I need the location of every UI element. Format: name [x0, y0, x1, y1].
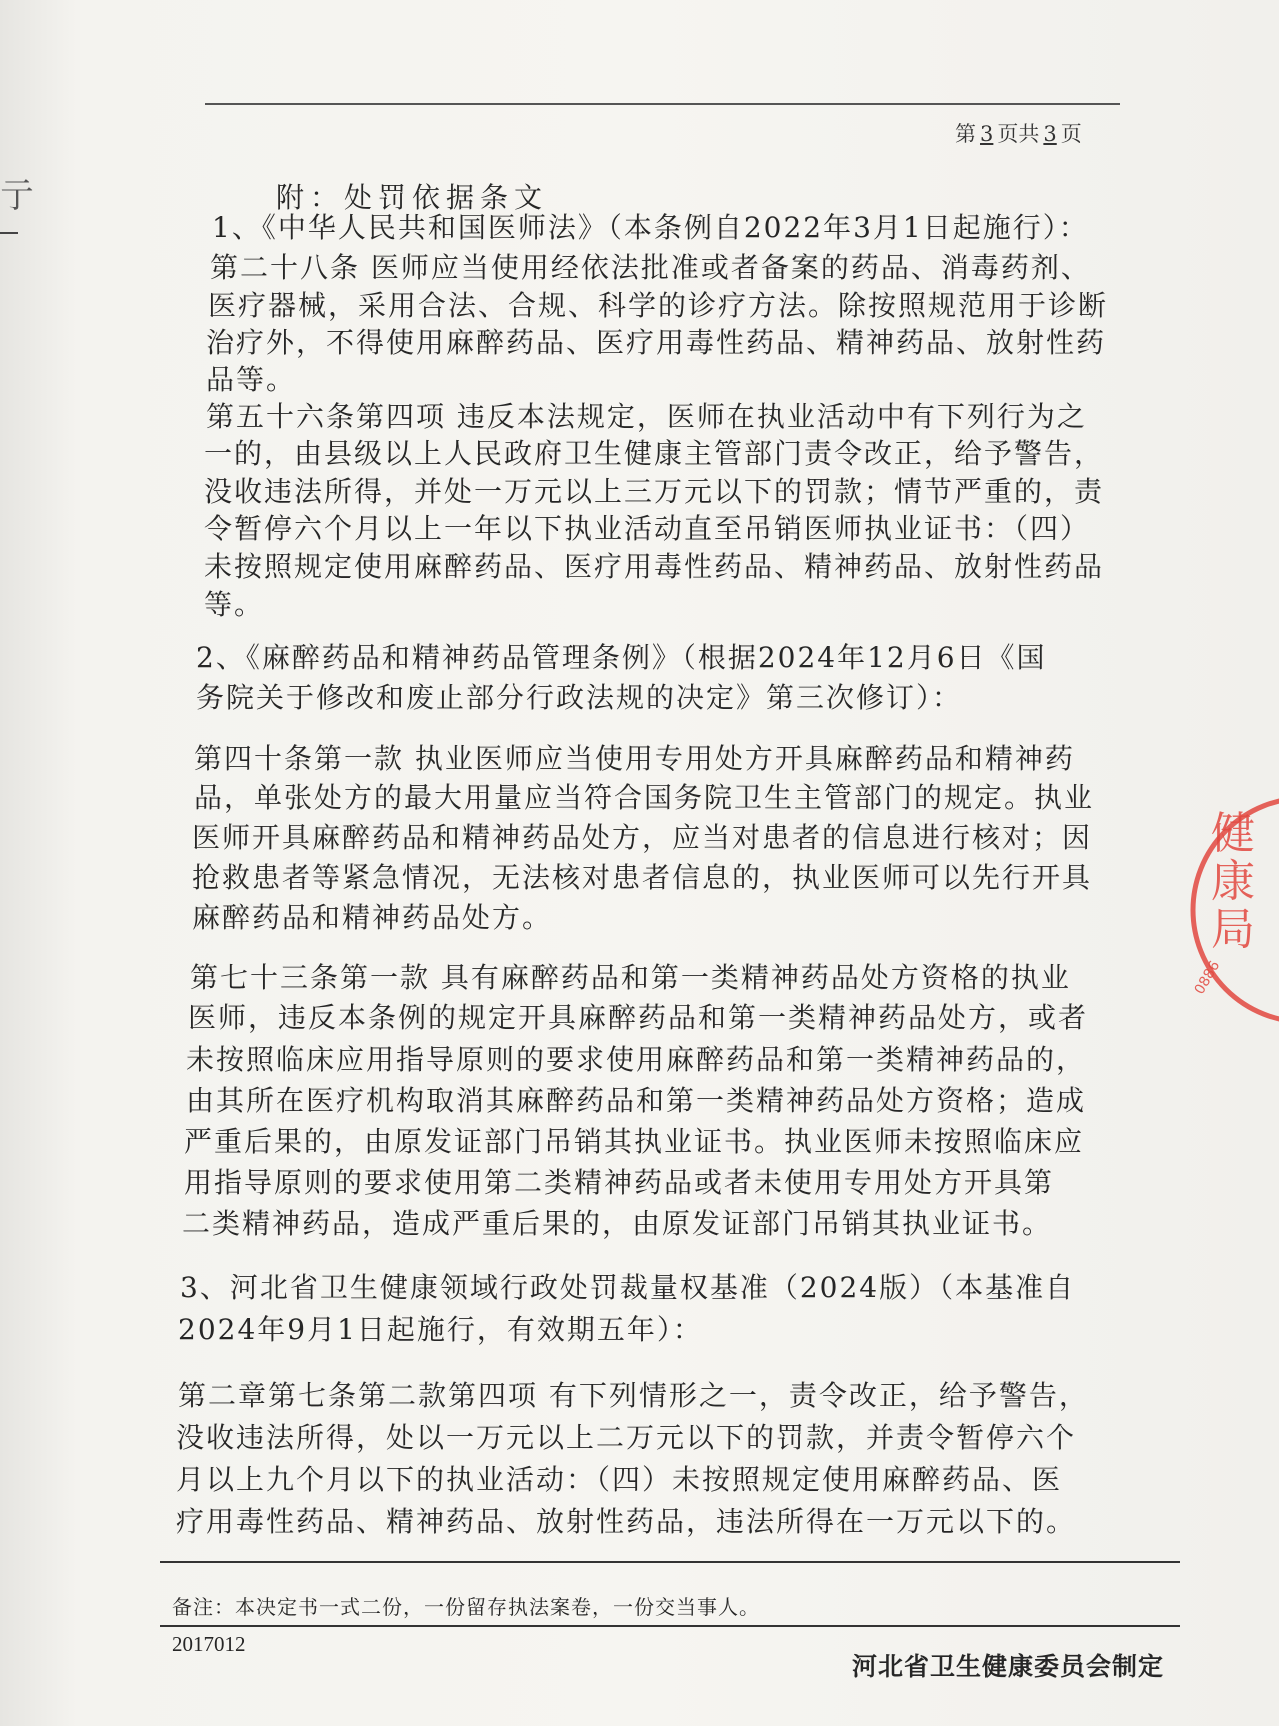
text-line: 第五十六条第四项 违反本法规定，医师在执业活动中有下列行为之 [206, 400, 1087, 433]
text-line: 3、河北省卫生健康领域行政处罚裁量权基准（2024版）（本基准自 [180, 1271, 1076, 1304]
footer-rule [160, 1625, 1180, 1627]
text-line: 治疗外，不得使用麻醉药品、医疗用毒性药品、精神药品、放射性药 [206, 326, 1107, 359]
text-line: 一的，由县级以上人民政府卫生健康主管部门责令改正，给予警告， [204, 437, 1105, 470]
text-line: 品，单张处方的最大用量应当符合国务院卫生主管部门的规定。执业 [194, 781, 1095, 814]
issuer: 河北省卫生健康委员会制定 [852, 1652, 1165, 1681]
text-line: 月以上九个月以下的执业活动：（四）未按照规定使用麻醉药品、医 [176, 1463, 1063, 1496]
text-line: 务院关于修改和废止部分行政法规的决定》第三次修订）： [196, 681, 963, 714]
page-current: 3 [980, 122, 994, 146]
seal-char: 康 [1211, 856, 1255, 907]
page-number [955, 118, 1082, 148]
text-line: 未按照临床应用指导原则的要求使用麻醉药品和第一类精神药品的， [186, 1043, 1087, 1076]
text-line: 由其所在医疗机构取消其麻醉药品和第一类精神药品处方资格；造成 [186, 1084, 1087, 1117]
page-suffix: 页 [1060, 122, 1082, 146]
text-line: 医师，违反本条例的规定开具麻醉药品和第一类精神药品处方，或者 [188, 1001, 1089, 1034]
seal-char: 局 [1211, 904, 1255, 955]
text-line: 第四十条第一款 执业医师应当使用专用处方开具麻醉药品和精神药 [194, 742, 1075, 775]
text-line: 1、《中华人民共和国医师法》（本条例自2022年3月1日起施行）： [212, 211, 1089, 244]
text-line: 令暂停六个月以上一年以下执业活动直至吊销医师执业证书：（四） [204, 512, 1091, 545]
top-rule [205, 103, 1120, 105]
text-line: 用指导原则的要求使用第二类精神药品或者未使用专用处方开具第 [184, 1166, 1055, 1199]
text-line: 未按照规定使用麻醉药品、医疗用毒性药品、精神药品、放射性药品 [204, 550, 1105, 583]
official-seal [1185, 790, 1279, 1030]
seal-number: 0886 [1191, 958, 1224, 998]
page-prefix: 第 [955, 122, 976, 146]
text-line: 医师开具麻醉药品和精神药品处方，应当对患者的信息进行核对；因 [192, 821, 1093, 854]
text-line: 没收违法所得，并处一万元以上三万元以下的罚款；情节严重的，责 [204, 475, 1105, 508]
attachment-heading: 附：处罚依据条文 [276, 181, 549, 214]
text-line: 二类精神药品，造成严重后果的，由原发证部门吊销其执业证书。 [182, 1207, 1053, 1240]
text-line: 品等。 [206, 363, 297, 396]
page-total: 3 [1043, 122, 1057, 146]
bottom-rule [160, 1561, 1180, 1563]
footer-note: 备注：本决定书一式二份，一份留存执法案卷，一份交当事人。 [172, 1595, 760, 1619]
text-line: 疗用毒性药品、精神药品、放射性药品，违法所得在一万元以下的。 [176, 1505, 1077, 1538]
edge-fragment: 亍 [0, 176, 34, 216]
edge-rule [0, 232, 18, 234]
text-line: 严重后果的，由原发证部门吊销其执业证书。执业医师未按照临床应 [184, 1125, 1085, 1158]
seal-char: 健 [1211, 808, 1255, 859]
text-line: 麻醉药品和精神药品处方。 [192, 901, 553, 934]
text-line: 等。 [204, 588, 265, 621]
page-middle: 页共 [997, 122, 1040, 146]
text-line: 第七十三条第一款 具有麻醉药品和第一类精神药品处方资格的执业 [190, 961, 1071, 994]
seal-text [1211, 808, 1255, 955]
text-line: 2024年9月1日起施行，有效期五年）： [178, 1313, 703, 1346]
form-code: 2017012 [172, 1632, 246, 1656]
text-line: 2、《麻醉药品和精神药品管理条例》（根据2024年12月6日《国 [196, 641, 1047, 674]
text-line: 抢救患者等紧急情况，无法核对患者信息的，执业医师可以先行开具 [192, 861, 1093, 894]
text-line: 没收违法所得，处以一万元以上二万元以下的罚款，并责令暂停六个 [176, 1421, 1077, 1454]
text-line: 第二章第七条第二款第四项 有下列情形之一，责令改正，给予警告， [178, 1379, 1089, 1412]
text-line: 第二十八条 医师应当使用经依法批准或者备案的药品、消毒药剂、 [210, 251, 1091, 284]
text-line: 医疗器械，采用合法、合规、科学的诊疗方法。除按照规范用于诊断 [208, 289, 1109, 322]
